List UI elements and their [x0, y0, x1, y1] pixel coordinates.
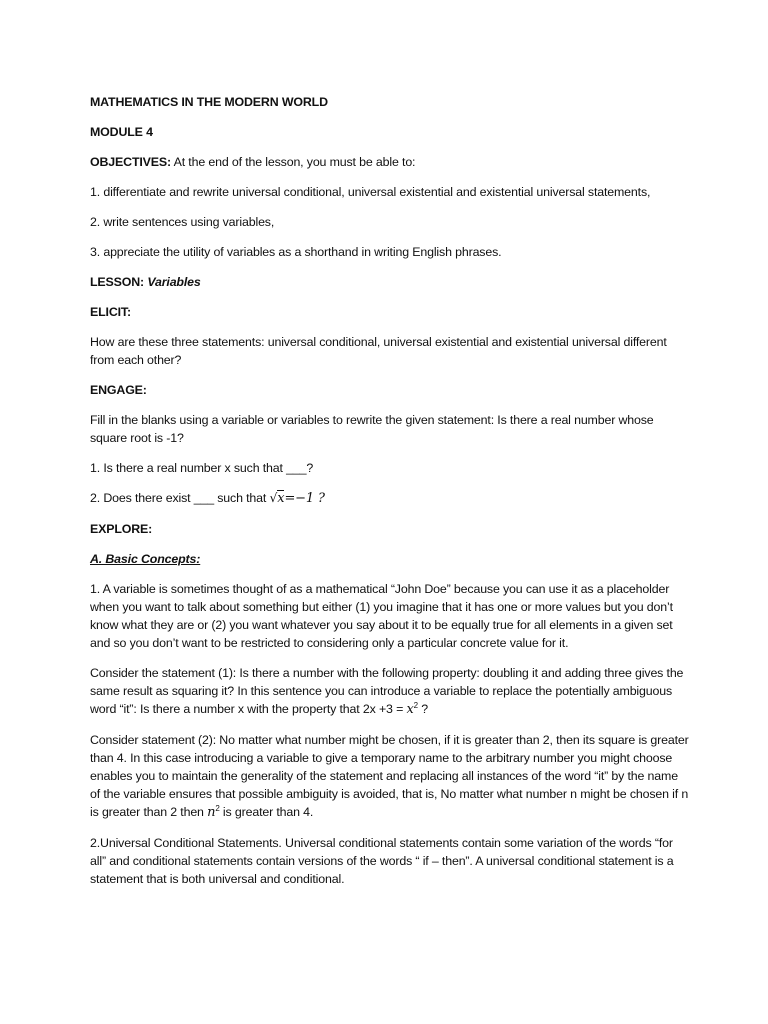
paragraph-2-text: Consider the statement (1): Is there a number with the following property: doubling it and adding three gives the same result as squaring it? In this sentence you can introduce a variable to replace the potentially ambiguous word “it”: Is there a number x with the property that 2x +3 = — [90, 666, 684, 716]
objectives-label: OBJECTIVES: — [90, 155, 171, 169]
objective-3: 3. appreciate the utility of variables as a shorthand in writing English phrases. — [90, 245, 502, 259]
engage-heading: ENGAGE: — [90, 383, 147, 397]
explore-heading: EXPLORE: — [90, 522, 153, 536]
engage-text: Fill in the blanks using a variable or variables to rewrite the given statement: Is there a real number whose square root is -1? — [90, 413, 654, 445]
elicit-heading: ELICIT: — [90, 305, 131, 319]
paragraph-3-text: Consider statement (2): No matter what number might be chosen, if it is greater than 2, then its square is greater than 4. In this case introducing a variable to give a temporary name to the arbitrary number you might choose enables you to maintain the generality of the statement and replacing all instances of the word “it” by the name of the variable ensures that possible ambiguity is avoided, that is, No matter what number n might be chosen if n is greater than 2 then — [90, 733, 689, 819]
lesson-label: LESSON: — [90, 275, 145, 289]
objective-1: 1. differentiate and rewrite universal conditional, universal existential and existential universal statements, — [90, 185, 651, 199]
paragraph-2 — [90, 664, 690, 719]
sqrt-variable: x — [277, 491, 285, 506]
section-a-heading: A. Basic Concepts: — [90, 552, 201, 566]
engage-item-1: 1. Is there a real number x such that ___? — [90, 461, 314, 475]
paragraph-2-exponent: 2 — [413, 700, 418, 710]
paragraph-2-end: ? — [417, 702, 428, 716]
doc-title: MATHEMATICS IN THE MODERN WORLD — [90, 95, 328, 109]
paragraph-1: 1. A variable is sometimes thought of as a mathematical “John Doe” because you can use it as a placeholder when you want to talk about something but either (1) you imagine that it has one or more values but you don’t know what they are or (2) you want whatever you say about it to be equally true for all elements in a given set and so you don’t want to be restricted to considering only a particular concrete value for it. — [90, 582, 673, 650]
engage-item-2 — [90, 489, 690, 508]
paragraph-3-variable: n — [207, 805, 216, 820]
paragraph-3 — [90, 731, 690, 822]
lesson-line — [90, 273, 690, 291]
objectives-intro: At the end of the lesson, you must be able to: — [170, 155, 416, 169]
engage-item-2-prefix: 2. Does there exist ___ such that — [90, 491, 270, 505]
objectives-line — [90, 153, 690, 171]
objective-2: 2. write sentences using variables, — [90, 215, 275, 229]
sqrt-symbol: √ — [269, 490, 278, 505]
paragraph-2-variable: x — [406, 702, 414, 717]
lesson-topic: Variables — [147, 275, 201, 289]
module-heading: MODULE 4 — [90, 125, 153, 139]
paragraph-4: 2.Universal Conditional Statements. Universal conditional statements contain some variation of the words “for all” and conditional statements contain versions of the words “ if – then”. A universal conditional statement is a statement that is both universal and conditional. — [90, 836, 674, 886]
engage-item-2-suffix: =−1 ? — [284, 491, 325, 506]
elicit-text: How are these three statements: universal conditional, universal existential and existential universal different from each other? — [90, 335, 667, 367]
paragraph-3-end: is greater than 4. — [219, 805, 314, 819]
document-page — [90, 93, 690, 900]
paragraph-3-exponent: 2 — [215, 803, 220, 813]
